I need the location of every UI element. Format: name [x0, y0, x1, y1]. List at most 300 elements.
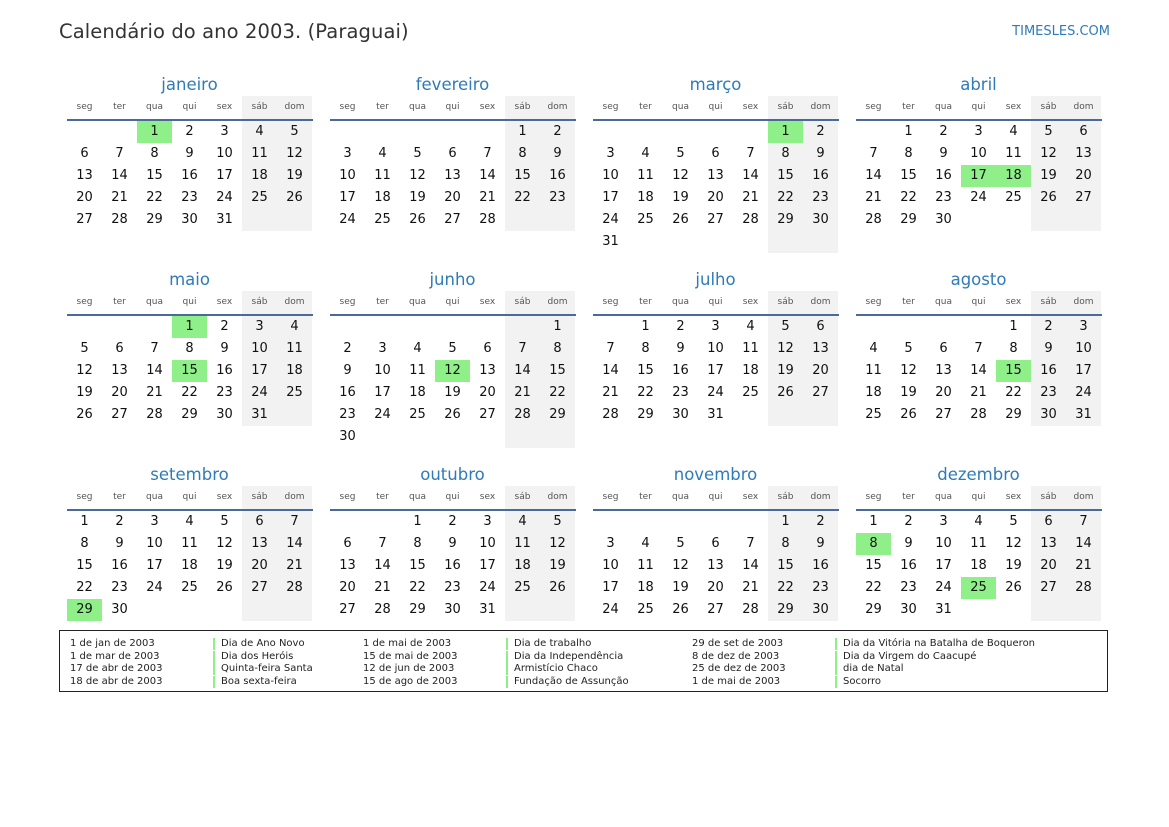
weekday-header: [67, 291, 313, 316]
weekday-label: qui: [182, 492, 197, 502]
day-cell-empty: [961, 599, 996, 621]
day-cell: 4: [746, 319, 755, 334]
day-cell: 10: [216, 146, 233, 161]
day-cell: 19: [1031, 165, 1066, 187]
day-cell: 21: [970, 385, 987, 400]
day-cell: 30: [181, 212, 198, 227]
weekday-label: seg: [602, 297, 619, 307]
day-cell: 5: [676, 536, 685, 551]
day-cell: 23: [111, 580, 128, 595]
day-cell: 25: [242, 187, 277, 209]
day-cell-empty: [856, 121, 891, 143]
day-cell: 21: [1066, 555, 1101, 577]
week-row: [67, 555, 313, 577]
day-cell-empty: [365, 511, 400, 533]
day-cell: 21: [865, 190, 882, 205]
weekday-label: dom: [803, 486, 838, 509]
day-cell: 12: [540, 533, 575, 555]
week-row: [67, 360, 313, 382]
day-cell: 15: [76, 558, 93, 573]
week-row: [330, 360, 576, 382]
weekday-label: sáb: [768, 291, 803, 314]
month-name: março: [689, 75, 742, 94]
day-cell-empty: [593, 511, 628, 533]
day-cell: 1: [768, 511, 803, 533]
day-cell: 12: [672, 558, 689, 573]
week-row: [67, 404, 313, 426]
day-cell: 28: [865, 212, 882, 227]
day-cell: 12: [409, 168, 426, 183]
day-cell: 7: [505, 338, 540, 360]
holiday-day-cell: 15: [996, 360, 1031, 382]
day-cell: 8: [904, 146, 913, 161]
week-row: [67, 187, 313, 209]
site-link[interactable]: TIMESLES.COM: [1012, 24, 1110, 39]
month-name: agosto: [950, 270, 1007, 289]
day-cell: 24: [1066, 382, 1101, 404]
day-cell: 2: [676, 319, 685, 334]
week-row: [856, 187, 1102, 209]
day-cell: 26: [444, 407, 461, 422]
day-cell: 27: [707, 602, 724, 617]
holiday-item: [692, 651, 1035, 664]
day-cell: 3: [220, 124, 229, 139]
week-row: [67, 316, 313, 338]
week-row: [67, 382, 313, 404]
day-cell: 17: [242, 360, 277, 382]
day-cell: 13: [76, 168, 93, 183]
day-cell: 18: [505, 555, 540, 577]
day-cell: 23: [672, 385, 689, 400]
day-cell: 29: [146, 212, 163, 227]
day-cell: 8: [540, 338, 575, 360]
day-cell: 9: [676, 341, 685, 356]
day-cell: 26: [216, 580, 233, 595]
day-cell: 19: [672, 580, 689, 595]
holiday-day-cell: 29: [67, 599, 102, 621]
day-cell: 24: [707, 385, 724, 400]
day-cell: 25: [637, 602, 654, 617]
weekday-label: ter: [113, 102, 126, 112]
day-cell: 26: [672, 212, 689, 227]
weekday-header: [330, 96, 576, 121]
day-cell: 29: [865, 602, 882, 617]
day-cell: 18: [374, 190, 391, 205]
weekday-label: sex: [216, 492, 233, 502]
week-row: [593, 338, 839, 360]
week-row: [856, 382, 1102, 404]
day-cell: 16: [803, 165, 838, 187]
month-name: fevereiro: [415, 75, 490, 94]
weekday-label: sex: [1005, 492, 1022, 502]
day-cell: 13: [479, 363, 496, 378]
day-cell: 11: [409, 363, 426, 378]
day-cell-empty: [540, 209, 575, 231]
day-cell: 8: [80, 536, 89, 551]
day-cell: 18: [277, 360, 312, 382]
day-cell: 22: [637, 385, 654, 400]
month-maio: [67, 269, 313, 464]
day-cell: 17: [602, 580, 619, 595]
day-cell: 7: [746, 536, 755, 551]
day-cell-empty: [330, 316, 365, 338]
day-cell-empty: [891, 316, 926, 338]
day-cell: 29: [900, 212, 917, 227]
day-cell: 29: [768, 209, 803, 231]
weekday-label: qui: [708, 297, 723, 307]
weekday-label: sáb: [768, 486, 803, 509]
day-cell: 20: [111, 385, 128, 400]
day-cell: 31: [479, 602, 496, 617]
holiday-name: Dia de Ano Novo: [221, 638, 305, 649]
day-cell: 2: [115, 514, 124, 529]
day-cell-empty: [1066, 599, 1101, 621]
day-cell: 12: [277, 143, 312, 165]
holiday-column: [363, 638, 629, 688]
weekday-label: qua: [672, 492, 689, 502]
month-junho: [330, 269, 576, 464]
month-janeiro: [67, 74, 313, 269]
week-row: [330, 209, 576, 231]
week-row: [330, 382, 576, 404]
day-cell: 17: [935, 558, 952, 573]
week-row: [593, 316, 839, 338]
weekday-label: qua: [672, 102, 689, 112]
day-cell: 19: [900, 385, 917, 400]
day-cell: 17: [216, 168, 233, 183]
weekday-label: sex: [742, 102, 759, 112]
week-row: [330, 187, 576, 209]
day-cell-empty: [663, 121, 698, 143]
day-cell-empty: [996, 209, 1031, 231]
holiday-color-marker: [835, 676, 837, 688]
day-cell-empty: [733, 404, 768, 426]
weekday-label: qua: [146, 102, 163, 112]
holiday-date: 17 de abr de 2003: [70, 663, 163, 674]
holiday-color-marker: [835, 651, 837, 663]
month-abril: [856, 74, 1102, 269]
day-cell: 20: [935, 385, 952, 400]
weekday-label: dom: [277, 291, 312, 314]
weekday-label: seg: [76, 492, 93, 502]
day-cell: 30: [900, 602, 917, 617]
day-cell: 20: [479, 385, 496, 400]
day-cell: 11: [970, 536, 987, 551]
day-cell: 2: [220, 319, 229, 334]
week-row: [593, 577, 839, 599]
months-grid: [67, 74, 1102, 659]
day-cell: 11: [1005, 146, 1022, 161]
day-cell: 19: [1005, 558, 1022, 573]
holiday-name: Quinta-feira Santa: [221, 663, 313, 674]
weekday-label: ter: [376, 297, 389, 307]
day-cell: 16: [1031, 360, 1066, 382]
day-cell: 2: [939, 124, 948, 139]
weekday-label: qui: [182, 102, 197, 112]
week-row: [67, 599, 313, 621]
week-row: [856, 316, 1102, 338]
weekday-label: ter: [376, 492, 389, 502]
day-cell: 7: [606, 341, 615, 356]
weekday-label: qua: [409, 297, 426, 307]
day-cell-empty: [67, 316, 102, 338]
week-row: [856, 599, 1102, 621]
weekday-header: [856, 291, 1102, 316]
day-cell: 28: [1066, 577, 1101, 599]
day-cell-empty: [277, 404, 312, 426]
holiday-color-marker: [506, 638, 508, 650]
weekday-header: [856, 486, 1102, 511]
day-cell-empty: [330, 511, 365, 533]
day-cell-empty: [961, 209, 996, 231]
day-cell: 18: [242, 165, 277, 187]
day-cell: 2: [904, 514, 913, 529]
holiday-name: Boa sexta-feira: [221, 675, 297, 687]
day-cell: 20: [339, 580, 356, 595]
holiday-name: Dia da Vitória na Batalha de Boqueron: [843, 638, 1036, 649]
day-cell: 24: [602, 212, 619, 227]
day-cell: 18: [742, 363, 759, 378]
holiday-name: Armistício Chaco: [514, 663, 598, 674]
holiday-column: [70, 638, 313, 688]
day-cell: 26: [768, 382, 803, 404]
holiday-color-marker: [835, 663, 837, 675]
holiday-day-cell: 25: [961, 577, 996, 599]
day-cell-empty: [207, 599, 242, 621]
day-cell: 19: [409, 190, 426, 205]
holiday-day-cell: 1: [137, 121, 172, 143]
weekday-label: qui: [971, 297, 986, 307]
day-cell: 2: [803, 121, 838, 143]
day-cell: 13: [444, 168, 461, 183]
holiday-column: [692, 638, 1035, 688]
week-row: [330, 404, 576, 426]
day-cell: 5: [540, 511, 575, 533]
day-cell: 17: [479, 558, 496, 573]
day-cell: 12: [1005, 536, 1022, 551]
weekday-label: qui: [445, 297, 460, 307]
day-cell: 26: [277, 187, 312, 209]
weekday-label: ter: [113, 492, 126, 502]
day-cell: 2: [540, 121, 575, 143]
holiday-color-marker: [213, 663, 215, 675]
week-row: [67, 577, 313, 599]
day-cell: 14: [970, 363, 987, 378]
day-cell-empty: [1031, 599, 1066, 621]
day-cell: 7: [483, 146, 492, 161]
day-cell-empty: [365, 426, 400, 448]
day-cell: 11: [181, 536, 198, 551]
weekday-label: seg: [865, 102, 882, 112]
day-cell: 5: [413, 146, 422, 161]
weekday-label: sáb: [505, 96, 540, 119]
day-cell-empty: [365, 316, 400, 338]
holiday-item: [363, 638, 629, 651]
day-cell: 23: [216, 385, 233, 400]
weekday-label: qui: [708, 102, 723, 112]
day-cell: 4: [505, 511, 540, 533]
day-cell-empty: [803, 231, 838, 253]
week-row: [593, 187, 839, 209]
holiday-date: 29 de set de 2003: [692, 638, 784, 649]
day-cell: 4: [413, 341, 422, 356]
day-cell: 23: [339, 407, 356, 422]
day-cell-empty: [242, 209, 277, 231]
day-cell: 24: [970, 190, 987, 205]
week-row: [856, 511, 1102, 533]
day-cell: 7: [115, 146, 124, 161]
day-cell: 11: [374, 168, 391, 183]
day-cell: 17: [339, 190, 356, 205]
day-cell: 12: [768, 338, 803, 360]
weekday-label: dom: [1066, 96, 1101, 119]
day-cell: 21: [742, 190, 759, 205]
week-row: [856, 143, 1102, 165]
day-cell-empty: [1066, 209, 1101, 231]
day-cell: 10: [374, 363, 391, 378]
day-cell: 24: [146, 580, 163, 595]
week-row: [593, 143, 839, 165]
day-cell: 15: [540, 360, 575, 382]
day-cell-empty: [435, 316, 470, 338]
day-cell: 1: [904, 124, 913, 139]
weekday-label: seg: [76, 297, 93, 307]
day-cell: 26: [540, 577, 575, 599]
day-cell: 15: [505, 165, 540, 187]
weekday-label: ter: [639, 297, 652, 307]
week-row: [330, 143, 576, 165]
day-cell: 22: [409, 580, 426, 595]
holiday-name: Dia da Independência: [514, 650, 624, 662]
day-cell: 5: [676, 146, 685, 161]
week-row: [330, 426, 576, 448]
day-cell: 25: [637, 212, 654, 227]
day-cell: 21: [277, 555, 312, 577]
day-cell: 31: [935, 602, 952, 617]
weekday-label: sex: [1005, 102, 1022, 112]
day-cell-empty: [172, 599, 207, 621]
day-cell: 31: [602, 234, 619, 249]
holiday-name: Socorro: [843, 675, 882, 687]
day-cell-empty: [505, 209, 540, 231]
day-cell-empty: [137, 599, 172, 621]
day-cell-empty: [1031, 209, 1066, 231]
holiday-color-marker: [213, 676, 215, 688]
day-cell: 11: [742, 341, 759, 356]
week-row: [330, 338, 576, 360]
day-cell: 2: [1031, 316, 1066, 338]
day-cell: 16: [216, 363, 233, 378]
day-cell: 1: [869, 514, 878, 529]
day-cell: 9: [540, 143, 575, 165]
holiday-legend: [59, 630, 1108, 692]
day-cell-empty: [926, 316, 961, 338]
day-cell: 3: [242, 316, 277, 338]
month-name: dezembro: [937, 465, 1020, 484]
day-cell: 3: [483, 514, 492, 529]
day-cell-empty: [470, 316, 505, 338]
weekday-label: seg: [76, 102, 93, 112]
page-title: Calendário do ano 2003. (Paraguai): [59, 20, 409, 43]
day-cell: 25: [742, 385, 759, 400]
day-cell: 3: [939, 514, 948, 529]
holiday-item: [70, 663, 313, 676]
weekday-label: qui: [182, 297, 197, 307]
day-cell-empty: [663, 511, 698, 533]
day-cell: 17: [602, 190, 619, 205]
day-cell: 6: [242, 511, 277, 533]
day-cell: 27: [111, 407, 128, 422]
month-name: novembro: [673, 465, 758, 484]
day-cell-empty: [470, 121, 505, 143]
day-cell: 7: [277, 511, 312, 533]
day-cell: 23: [900, 580, 917, 595]
holiday-day-cell: 15: [172, 360, 207, 382]
day-cell: 16: [900, 558, 917, 573]
day-cell-empty: [540, 599, 575, 621]
weekday-label: sáb: [242, 291, 277, 314]
day-cell-empty: [102, 316, 137, 338]
day-cell: 3: [606, 536, 615, 551]
day-cell: 17: [707, 363, 724, 378]
day-cell: 16: [111, 558, 128, 573]
day-cell: 15: [768, 555, 803, 577]
day-cell: 27: [1031, 577, 1066, 599]
day-cell: 22: [1005, 385, 1022, 400]
day-cell: 19: [216, 558, 233, 573]
week-row: [67, 165, 313, 187]
day-cell: 6: [80, 146, 89, 161]
day-cell: 14: [146, 363, 163, 378]
day-cell: 13: [803, 338, 838, 360]
day-cell: 28: [146, 407, 163, 422]
day-cell: 4: [378, 146, 387, 161]
day-cell-empty: [102, 121, 137, 143]
day-cell: 4: [869, 341, 878, 356]
day-cell: 25: [865, 407, 882, 422]
day-cell: 18: [637, 190, 654, 205]
day-cell: 3: [150, 514, 159, 529]
day-cell-empty: [277, 599, 312, 621]
day-cell: 1: [1009, 319, 1018, 334]
day-cell-empty: [365, 121, 400, 143]
day-cell: 4: [974, 514, 983, 529]
day-cell: 20: [444, 190, 461, 205]
weekday-label: sex: [1005, 297, 1022, 307]
day-cell: 25: [505, 577, 540, 599]
month-name: outubro: [420, 465, 485, 484]
week-row: [67, 511, 313, 533]
day-cell: 27: [1066, 187, 1101, 209]
day-cell: 6: [1066, 121, 1101, 143]
month-name: maio: [169, 270, 210, 289]
holiday-date: 1 de mar de 2003: [70, 650, 160, 662]
day-cell: 23: [803, 187, 838, 209]
holiday-day-cell: 1: [768, 121, 803, 143]
weekday-label: sáb: [768, 96, 803, 119]
day-cell: 22: [76, 580, 93, 595]
day-cell: 10: [935, 536, 952, 551]
holiday-name: Dia de trabalho: [514, 638, 592, 649]
weekday-label: seg: [865, 297, 882, 307]
day-cell: 21: [742, 580, 759, 595]
day-cell-empty: [593, 121, 628, 143]
day-cell-empty: [277, 209, 312, 231]
day-cell: 4: [277, 316, 312, 338]
day-cell: 21: [374, 580, 391, 595]
weekday-label: sex: [479, 492, 496, 502]
day-cell: 22: [865, 580, 882, 595]
